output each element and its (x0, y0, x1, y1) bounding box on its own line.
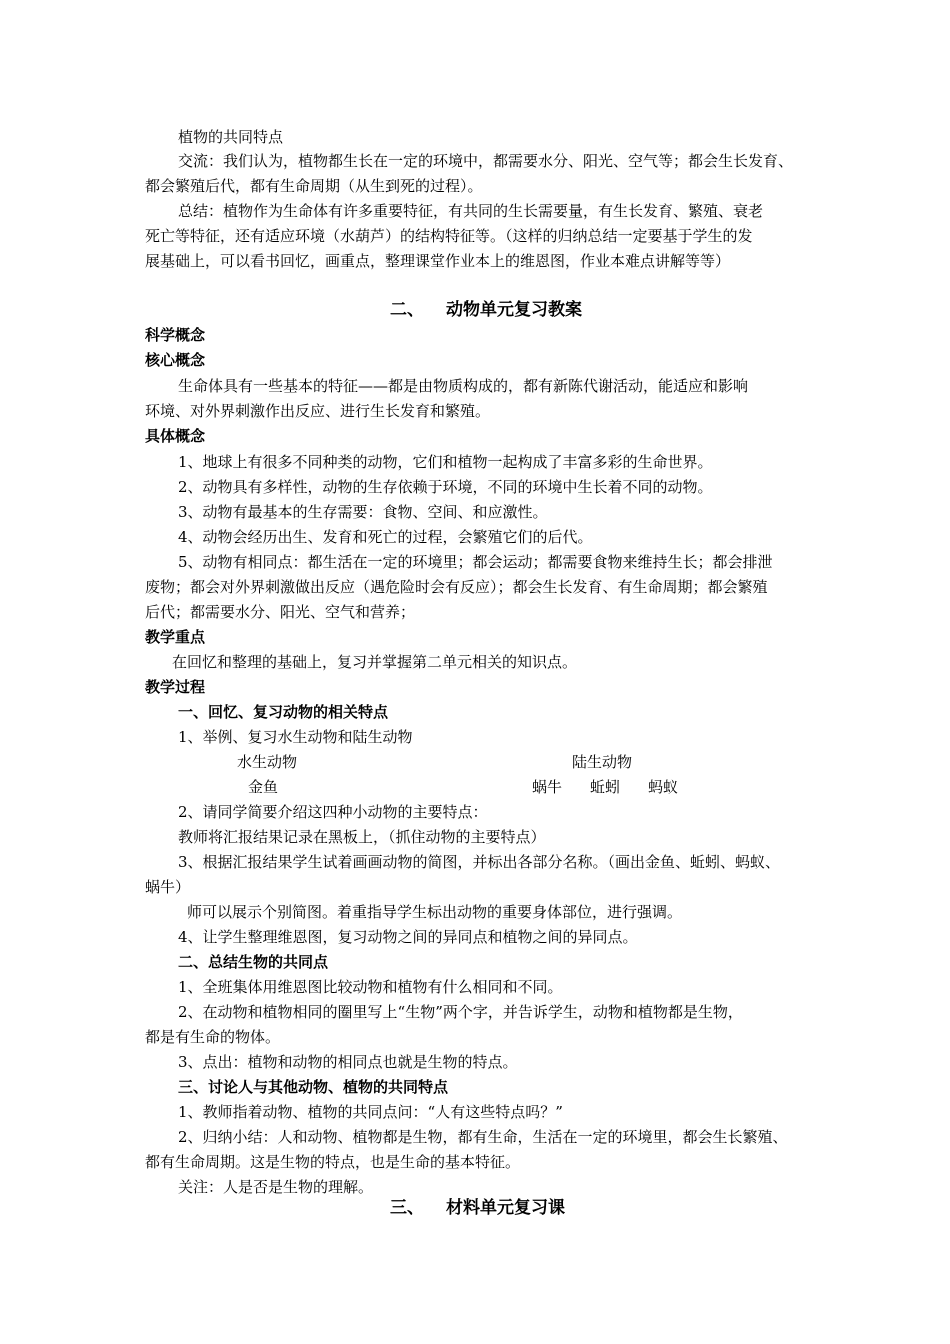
core-text-line: 环境、对外界刺激作出反应、进行生长发育和繁殖。 (145, 402, 491, 420)
terrestrial-animal: 蚂蚁 (648, 778, 679, 796)
intro-summary-line: 展基础上，可以看书回忆，画重点，整理课堂作业本上的维恩图，作业本难点讲解等等） (145, 252, 731, 270)
intro-heading: 植物的共同特点 (178, 128, 284, 146)
intro-exchange-line: 都会繁殖后代，都有生命周期（从生到死的过程）。 (145, 177, 483, 195)
process-part2-item: 1、全班集体用维恩图比较动物和植物有什么相同和不同。 (178, 978, 563, 996)
sci-concept-heading: 科学概念 (145, 326, 206, 344)
process-part2-item: 2、在动物和植物相同的圈里写上“生物”两个字，并告诉学生，动物和植物都是生物， (178, 1003, 743, 1021)
process-part2-item: 都是有生命的物体。 (145, 1028, 281, 1046)
aquatic-animal: 金鱼 (248, 778, 279, 796)
section2-number: 二、 (390, 300, 424, 320)
specific-item-5-line: 后代；都需要水分、阳光、空气和营养； (145, 603, 416, 621)
specific-item: 2、动物具有多样性，动物的生存依赖于环境，不同的环境中生长着不同的动物。 (178, 478, 713, 496)
specific-item-5-line: 5、动物有相同点：都生活在一定的环境里；都会运动；都需要食物来维持生长；都会排泄 (178, 553, 773, 571)
specific-item-5-line: 废物；都会对外界刺激做出反应（遇危险时会有反应）；都会生长发育、有生命周期；都会繁殖 (145, 578, 768, 596)
process-part3-item: 2、归纳小结：人和动物、植物都是生物，都有生命，生活在一定的环境里，都会生长繁殖、 (178, 1128, 788, 1146)
specific-item: 3、动物有最基本的生存需要：食物、空间、和应激性。 (178, 503, 548, 521)
specific-concept-heading: 具体概念 (145, 427, 206, 445)
process-part3-title: 三、讨论人与其他动物、植物的共同特点 (178, 1078, 449, 1096)
aquatic-label: 水生动物 (237, 753, 298, 771)
section3-title: 材料单元复习课 (446, 1198, 565, 1218)
process-part3-note: 关注：人是否是生物的理解。 (178, 1178, 374, 1196)
key-point-heading: 教学重点 (145, 628, 206, 646)
section3-number: 三、 (390, 1198, 424, 1218)
process-part1-item: 4、让学生整理维恩图，复习动物之间的异同点和植物之间的异同点。 (178, 928, 638, 946)
specific-item: 1、地球上有很多不同种类的动物，它们和植物一起构成了丰富多彩的生命世界。 (178, 453, 713, 471)
core-concept-heading: 核心概念 (145, 351, 206, 369)
process-part1-item: 蜗牛） (145, 878, 191, 896)
specific-item: 4、动物会经历出生、发育和死亡的过程，会繁殖它们的后代。 (178, 528, 593, 546)
key-point-text: 在回忆和整理的基础上，复习并掌握第二单元相关的知识点。 (172, 653, 578, 671)
process-part1-title: 一、回忆、复习动物的相关特点 (178, 703, 389, 721)
terrestrial-animal: 蜗牛 (532, 778, 563, 796)
process-part1-item: 3、根据汇报结果学生试着画画动物的简图，并标出各部分名称。（画出金鱼、蚯蚓、蚂蚁、 (178, 853, 781, 871)
process-part1-item: 1、举例、复习水生动物和陆生动物 (178, 728, 413, 746)
process-part1-item: 2、请同学简要介绍这四种小动物的主要特点： (178, 803, 488, 821)
intro-summary-line: 死亡等特征，还有适应环境（水葫芦）的结构特征等。（这样的归纳总结一定要基于学生的发 (145, 227, 753, 245)
section2-title: 动物单元复习教案 (446, 300, 582, 320)
process-part1-item: 师可以展示个别简图。着重指导学生标出动物的重要身体部位，进行强调。 (187, 903, 683, 921)
process-part3-item: 都有生命周期。这是生物的特点，也是生命的基本特征。 (145, 1153, 521, 1171)
terrestrial-label: 陆生动物 (572, 753, 633, 771)
process-part2-item: 3、点出：植物和动物的相同点也就是生物的特点。 (178, 1053, 518, 1071)
process-part2-title: 二、总结生物的共同点 (178, 953, 329, 971)
intro-exchange-line: 交流：我们认为，植物都生长在一定的环境中，都需要水分、阳光、空气等；都会生长发育、 (178, 152, 794, 170)
process-part3-item: 1、教师指着动物、植物的共同点问：“人有这些特点吗？” (178, 1103, 563, 1121)
core-text-line: 生命体具有一些基本的特征——都是由物质构成的，都有新陈代谢活动，能适应和影响 (178, 377, 749, 395)
intro-summary-line: 总结：植物作为生命体有许多重要特征，有共同的生长需要量，有生长发育、繁殖、衰老 (178, 202, 764, 220)
process-heading: 教学过程 (145, 678, 206, 696)
terrestrial-animal: 蚯蚓 (590, 778, 621, 796)
process-part1-item: 教师将汇报结果记录在黑板上，（抓住动物的主要特点） (178, 828, 546, 846)
